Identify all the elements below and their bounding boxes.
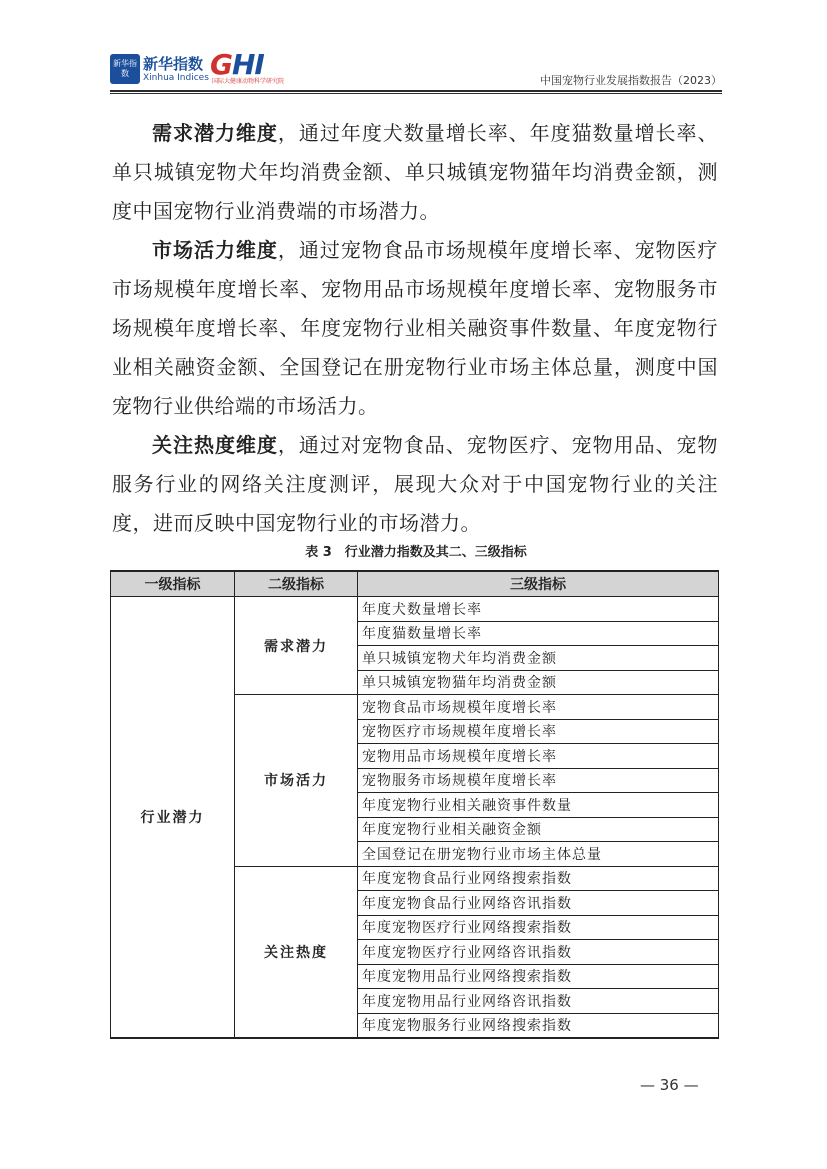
level3-cell: 年度犬数量增长率 <box>358 597 719 622</box>
paragraph-market: 市场活力维度，通过宠物食品市场规模年度增长率、宠物医疗市场规模年度增长率、宠物用品市场规模年度增长率、宠物服务市场规模年度增长率、年度宠物行业相关融资事件数量、年度宠物行业相关融资金额、全国登记在册宠物行业市场主体总量，测度中国宠物行业供给端的市场活力。 <box>112 238 719 418</box>
level3-cell: 年度宠物用品行业网络搜索指数 <box>358 964 719 989</box>
level3-cell: 宠物食品市场规模年度增长率 <box>358 695 719 720</box>
level3-cell: 年度宠物行业相关融资金额 <box>358 817 719 842</box>
page-header <box>110 48 722 94</box>
header-divider-thin <box>110 93 722 94</box>
xinhua-logo-cn: 新华指数 <box>143 55 204 73</box>
page-number: — 36 — <box>640 1076 699 1094</box>
indicator-table <box>110 570 719 1039</box>
level3-cell: 宠物医疗市场规模年度增长率 <box>358 719 719 744</box>
paragraph-demand: 需求潜力维度，通过年度犬数量增长率、年度猫数量增长率、单只城镇宠物犬年均消费金额、单只城镇宠物猫年均消费金额，测度中国宠物行业消费端的市场潜力。 <box>112 121 719 223</box>
level3-cell: 单只城镇宠物犬年均消费金额 <box>358 646 719 671</box>
level2-cell-attention: 关注热度 <box>235 866 358 1038</box>
level3-cell: 全国登记在册宠物行业市场主体总量 <box>358 842 719 867</box>
ghi-logo-mark: GHI <box>210 48 264 81</box>
level3-cell: 年度宠物医疗行业网络咨讯指数 <box>358 940 719 965</box>
paragraph-attention: 关注热度维度，通过对宠物食品、宠物医疗、宠物用品、宠物服务行业的网络关注度测评，展现大众对于中国宠物行业的关注度，进而反映中国宠物行业的市场潜力。 <box>112 433 719 535</box>
header-divider <box>110 90 722 92</box>
level2-cell-market: 市场活力 <box>235 695 358 867</box>
table-caption: 表 3 行业潜力指数及其二、三级指标 <box>305 545 527 560</box>
report-title: 中国宠物行业发展指数报告（2023） <box>540 74 722 87</box>
table-header-row <box>111 571 719 597</box>
header-level3: 三级指标 <box>358 571 719 597</box>
xinhua-indices-logo <box>110 54 208 88</box>
level3-cell: 年度猫数量增长率 <box>358 621 719 646</box>
level3-cell: 宠物服务市场规模年度增长率 <box>358 768 719 793</box>
header-level1: 一级指标 <box>111 571 235 597</box>
level3-cell: 年度宠物食品行业网络咨讯指数 <box>358 891 719 916</box>
level3-cell: 年度宠物服务行业网络搜索指数 <box>358 1013 719 1038</box>
level1-cell: 行业潜力 <box>111 597 235 1039</box>
level3-cell: 宠物用品市场规模年度增长率 <box>358 744 719 769</box>
level3-cell: 年度宠物行业相关融资事件数量 <box>358 793 719 818</box>
table-row <box>111 597 719 622</box>
xinhua-logo-en: Xinhua Indices <box>143 73 209 83</box>
level3-cell: 年度宠物用品行业网络咨讯指数 <box>358 989 719 1014</box>
body-text <box>112 114 718 543</box>
level2-cell-demand: 需求潜力 <box>235 597 358 695</box>
level3-cell: 单只城镇宠物猫年均消费金额 <box>358 670 719 695</box>
xinhua-logo-mark: 新华指数 <box>110 54 140 84</box>
level3-cell: 年度宠物食品行业网络搜索指数 <box>358 866 719 891</box>
header-level2: 二级指标 <box>235 571 358 597</box>
ghi-logo <box>210 48 306 88</box>
level3-cell: 年度宠物医疗行业网络搜索指数 <box>358 915 719 940</box>
ghi-logo-subtitle: 国际大健康动物科学研究院 <box>212 78 285 85</box>
